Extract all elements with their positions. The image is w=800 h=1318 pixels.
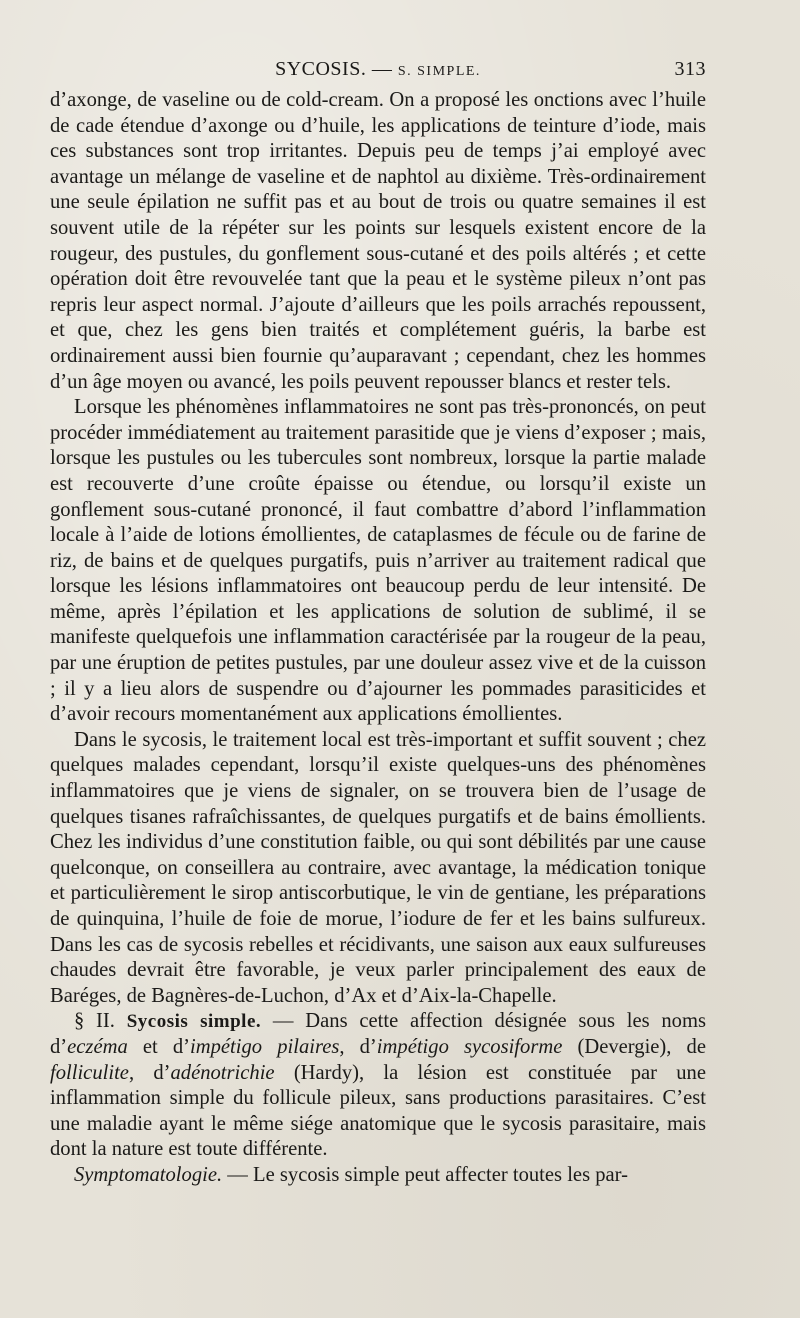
section-text-2: et d’ [127, 1035, 191, 1058]
header-separator: — [371, 58, 393, 80]
paragraph-2: Lorsque les phénomènes inflammatoires ne sont pas très-prononcés, on peut procéder immédiatement au traitement parasitide que je viens d’exposer ; mais, lorsque les pustules ou les tubercules sont nombreux, lorsque la partie malade est recouverte d’une croûte épaisse ou étendue, ou lorsqu’il existe un gonflement sous-cutané prononcé, il faut combattre d’abord l’inflammation locale à l’aide de lotions émollientes, de cataplasmes de fécule ou de farine de riz, de bains et de quelques purgatifs, puis n’arriver au traitement radical que lorsque les lésions inflammatoires ont beaucoup perdu de leur intensité. De même, après l’épilation et les applications de solution de sublimé, il se manifeste quelquefois une inflammation caractérisée par la rougeur de la peau, par une éruption de petites pustules, par une douleur assez vive et de la cuisson ; il y a lieu alors de suspendre ou d’ajourner les pommades parasiticides et d’avoir recours momentanément aux applications émollientes. [50, 396, 706, 726]
section-title: Sycosis simple. [126, 1011, 262, 1033]
section-text-4: (Devergie), de [562, 1035, 706, 1058]
header-subtitle: S. SIMPLE. [397, 64, 481, 79]
symptomatologie-paragraph [50, 1163, 706, 1189]
term-impetigo-pilaires: impétigo pilaires [190, 1035, 340, 1058]
running-head [50, 52, 706, 88]
section-text-1: Dans cette affection désignée sous les noms d’ [50, 1010, 706, 1058]
term-folliculite: folliculite [50, 1061, 129, 1084]
section-text-5: , d’ [128, 1061, 171, 1084]
running-head-title [50, 58, 706, 81]
section-dash: — [272, 1010, 294, 1033]
header-title: SYCOSIS. [275, 58, 367, 80]
symptomatologie-label: Symptomatologie. [74, 1163, 223, 1186]
section-paragraph [50, 1009, 706, 1163]
term-impetigo-sycosiforme: impétigo sycosiforme [376, 1035, 563, 1058]
body-text [50, 88, 706, 1189]
page-number: 313 [674, 58, 706, 80]
paragraph-3: Dans le sycosis, le traitement local est très-important et suffit souvent ; chez quelques malades cependant, lorsqu’il existe quelques-uns des phénomènes inflammatoires que je viens de signaler, on se trouvera bien de l’usage de quelques tisanes rafraîchissantes, de quelques purgatifs et de bains émollients. Chez les individus d’une constitution faible, ou qui sont débilités par une cause quelconque, on conseillera au contraire, avec avantage, la médication tonique et particulièrement le sirop antiscorbutique, le vin de gentiane, les préparations de quinquina, l’huile de foie de morue, l’iodure de fer et les bains sulfureux. Dans les cas de sycosis rebelles et récidivants, une saison aux eaux sulfureuses chaudes devrait être favorable, je veux parler principalement des eaux de Baréges, de Bagnères-de-Luchon, d’Ax et d’Aix-la-Chapelle. [50, 728, 706, 1007]
symptomatologie-dash: — [227, 1163, 248, 1186]
book-page [50, 52, 706, 1302]
paragraph-1: d’axonge, de vaseline ou de cold-cream. On a proposé les onctions avec l’huile de cade étendue d’axonge ou d’huile, les applications de teinture d’iode, mais ces substances sont trop irritantes. Depuis peu de temps j’ai employé avec avantage un mélange de vaseline et de naphtol au dixième. Très-ordinairement une seule épilation ne suffit pas et au bout de trois ou quatre semaines il est souvent utile de la répéter sur les points sur lesquels existent encore de la rougeur, des pustules, du gonflement sous-cutané et des poils altérés ; et cette opération doit être revouvelée tant que la peau et le système pileux n’ont pas repris leur aspect normal. J’ajoute d’ailleurs que les poils arrachés repoussent, et que, chez les gens bien traités et complétement guéris, la barbe est ordinairement aussi bien fournie qu’auparavant ; cependant, chez les hommes d’un âge moyen ou avancé, les poils peuvent repousser blancs et rester tels. [50, 89, 706, 393]
symptomatologie-text: Le sycosis simple peut affecter toutes les par- [253, 1163, 628, 1186]
term-eczema: eczéma [67, 1035, 128, 1058]
section-text-3: , d’ [339, 1035, 377, 1058]
term-adenotrichie: adénotrichie [170, 1061, 275, 1084]
section-mark: § II. [74, 1010, 115, 1033]
section-text-6: (Hardy), la lésion est constituée par une inflammation simple du follicule pileux, sans productions parasitaires. C’est une maladie ayant le même siége anatomique que le sycosis parasitaire, mais dont la nature est toute différente. [50, 1061, 706, 1161]
